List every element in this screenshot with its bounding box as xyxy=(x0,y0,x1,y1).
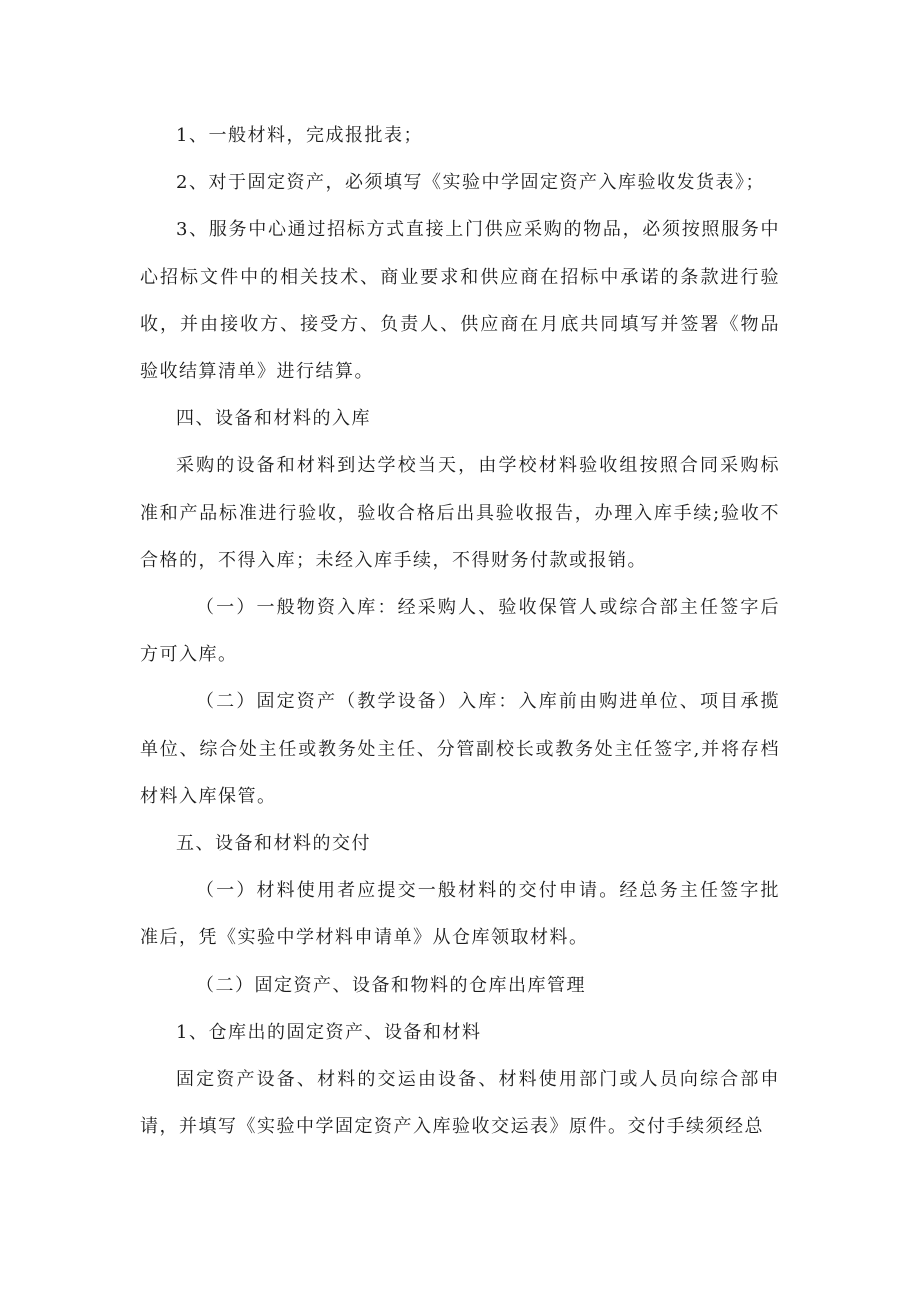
paragraph-fixed-asset-storage: （二）固定资产（教学设备）入库：入库前由购进单位、项目承揽单位、综合处主任或教务处主任、分管副校长或教务处主任签字,并将存档材料入库保管。 xyxy=(140,691,780,807)
list-item-fixed-assets-form: 2、对于固定资产，必须填写《实验中学固定资产入库验收发货表》； xyxy=(176,172,765,194)
paragraph-warehouse-outbound: （二）固定资产、设备和物料的仓库出库管理 xyxy=(196,974,586,996)
paragraph-material-application: （一）材料使用者应提交一般材料的交付申请。经总务主任签字批准后，凭《实验中学材料申请单》从仓库领取材料。 xyxy=(140,880,780,949)
list-item-general-materials: 1、一般材料，完成报批表； xyxy=(176,125,423,146)
document-body xyxy=(140,112,780,1150)
paragraph-delivery-application: 固定资产设备、材料的交运由设备、材料使用部门或人员向综合部申请，并填写《实验中学固定资产入库验收交运表》原件。交付手续须经总 xyxy=(140,1069,780,1138)
paragraph-general-goods-storage: （一）一般物资入库：经采购人、验收保管人或综合部主任签字后方可入库。 xyxy=(140,597,780,666)
section-heading-delivery: 五、设备和材料的交付 xyxy=(176,833,371,855)
paragraph-storage-procedure: 采购的设备和材料到达学校当天，由学校材料验收组按照合同采购标准和产品标准进行验收，验收合格后出具验收报告，办理入库手续;验收不合格的，不得入库；未经入库手续，不得财务付款或报销。 xyxy=(140,455,780,571)
list-item-tender-acceptance: 3、服务中心通过招标方式直接上门供应采购的物品，必须按照服务中心招标文件中的相关技术、商业要求和供应商在招标中承诺的条款进行验收，并由接收方、接受方、负责人、供应商在月底共同填写并签署《物品验收结算清单》进行结算。 xyxy=(140,219,780,383)
list-item-outbound-assets: 1、仓库出的固定资产、设备和材料 xyxy=(176,1021,482,1043)
section-heading-storage: 四、设备和材料的入库 xyxy=(176,408,371,430)
